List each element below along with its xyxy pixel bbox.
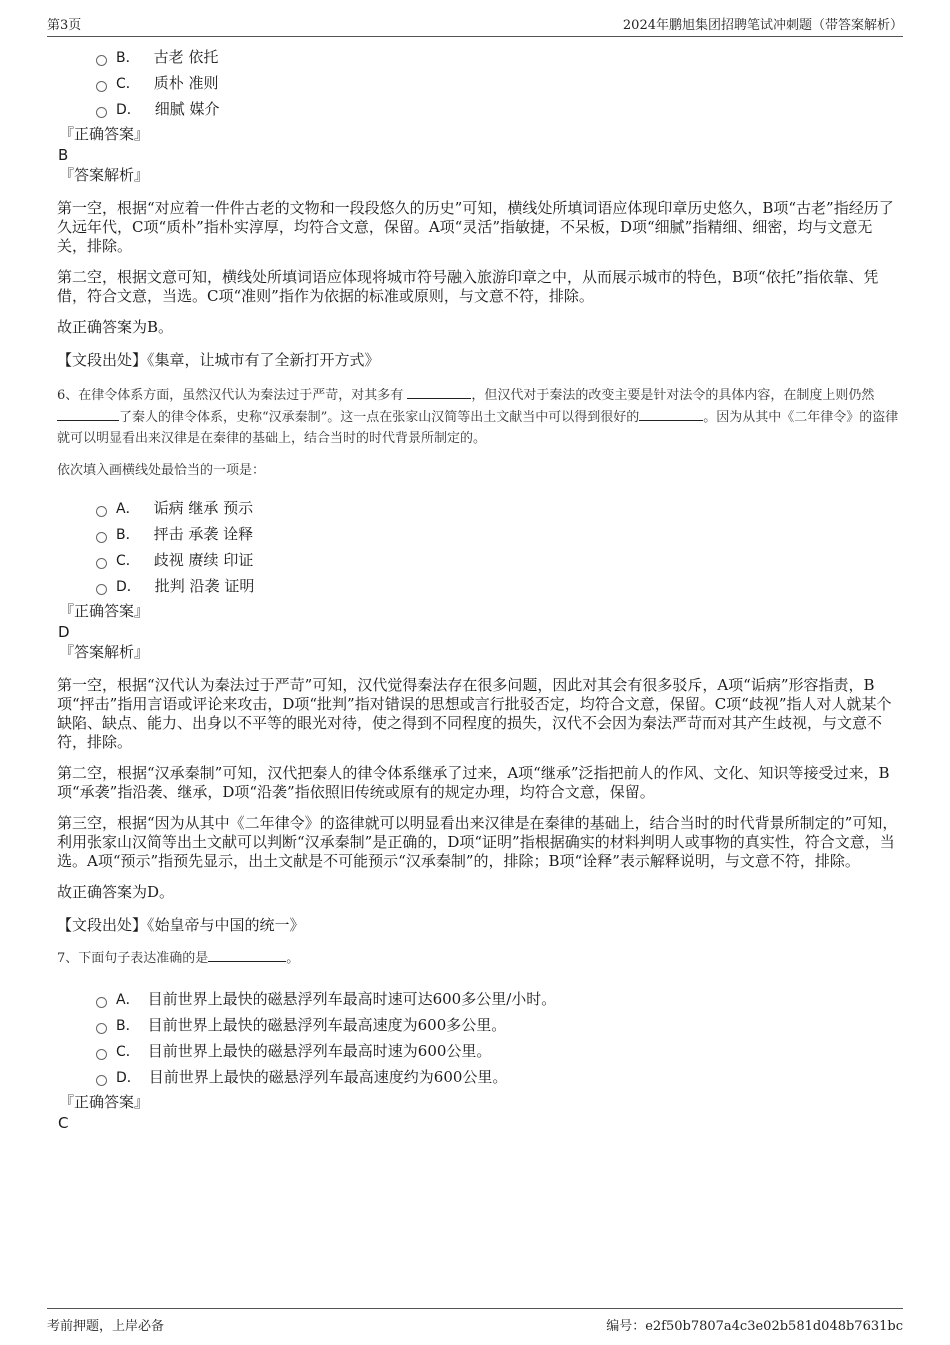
q6-option-a[interactable]: A． 诟病 继承 预示	[96, 495, 902, 521]
source-title: 《始皇帝与中国的统一》	[147, 916, 305, 934]
q5-option-b[interactable]: B． 古老 依托	[96, 44, 902, 70]
source-title: 《集章，让城市有了全新打开方式》	[147, 351, 380, 369]
source-tag: 【文段出处】	[57, 351, 148, 369]
q6-analysis-paragraph: 第三空，根据“因为从其中《二年律令》的盗律就可以明显看出来汉律是在秦律的基础上，结合当时的时代背景所制定的”可知，利用张家山汉简等出土文献可以判断“汉承秦制”是正确的，D项“证明”指根据确实的材料判明人或事物的真实性，符合文意，当选。A项“预示”指预先显示，出土文献是不可能预示“汉承秦制”的，排除；B项“诠释”表示解释说明，与文意不符，排除。	[57, 814, 898, 870]
q7-option-d[interactable]: D． 目前世界上最快的磁悬浮列车最高速度约为600公里。	[96, 1064, 902, 1090]
blank-line	[407, 384, 471, 399]
blank-line	[57, 406, 119, 421]
radio-icon[interactable]	[96, 1023, 107, 1034]
page-content	[57, 44, 902, 1133]
q5-analysis-paragraph: 第一空，根据“对应着一件件古老的文物和一段段悠久的历史”可知，横线处所填词语应体现印章历史悠久，B项“古老”指经历了久远年代，C项“质朴”指朴实淳厚，均符合文意，保留。A项“灵活”指敏捷，不呆板，D项“细腻”指精细、细密，均与文意无关，排除。	[57, 199, 894, 255]
page-footer	[47, 1308, 903, 1339]
radio-icon[interactable]	[96, 1075, 107, 1086]
radio-icon[interactable]	[96, 81, 107, 92]
blank-line	[208, 947, 286, 962]
q5-answer: B	[58, 146, 69, 164]
page-header	[47, 14, 903, 37]
q7-answer-label: 『正确答案』	[59, 1093, 150, 1111]
q6-options	[57, 495, 902, 599]
document-title: 2024年鹏旭集团招聘笔试冲刺题（带答案解析）	[622, 18, 903, 33]
q6-option-c[interactable]: C． 歧视 赓续 印证	[96, 547, 902, 573]
q6-conclusion: 故正确答案为D。	[57, 883, 175, 901]
q6-instruction: 依次填入画横线处最恰当的一项是：	[57, 463, 266, 478]
radio-icon[interactable]	[96, 107, 107, 118]
radio-icon[interactable]	[96, 997, 107, 1008]
q5-source	[57, 350, 902, 370]
q5-conclusion: 故正确答案为B。	[57, 318, 174, 336]
q5-analysis-paragraph: 第二空，根据文意可知，横线处所填词语应体现将城市符号融入旅游印章之中，从而展示城市的特色，B项“依托”指依靠、凭借，符合文意，当选。C项“准则”指作为依据的标准或原则，与文意不符，排除。	[57, 268, 879, 305]
q6-analysis-paragraph: 第二空，根据“汉承秦制”可知，汉代把秦人的律令体系继承了过来，A项“继承”泛指把前人的作风、文化、知识等接受过来，B项“承袭”指沿袭、继承，D项“沿袭”指依照旧传统或原有的规定办理，均符合文意，保留。	[57, 764, 890, 801]
radio-icon[interactable]	[96, 532, 107, 543]
footer-slogan: 考前押题，上岸必备	[47, 1319, 165, 1334]
q6-option-b[interactable]: B． 抨击 承袭 诠释	[96, 521, 902, 547]
q6-answer: D	[58, 623, 70, 641]
q6-source	[57, 915, 902, 935]
document-id: 编号：e2f50b7807a4c3e02b581d048b7631bc	[606, 1319, 903, 1334]
q5-answer-label: 『正确答案』	[59, 125, 150, 143]
q5-option-c[interactable]: C． 质朴 准则	[96, 70, 902, 96]
q5-options	[57, 44, 902, 122]
q7-options	[57, 986, 902, 1090]
radio-icon[interactable]	[96, 558, 107, 569]
q6-stem: 6、在律令体系方面，虽然汉代认为秦法过于严苛，对其多有 ，但汉代对于秦法的改变主要是针对法令的具体内容，在制度上则仍然了秦人的律令体系，史称“汉承秦制”。这一点在张家山汉简等出土文献当中可以得到很好的 。因为从其中《二年律令》的盗律就可以明显看出来汉律是在秦律的基础上，结合当时的时代背景所制定的。	[57, 384, 902, 449]
q6-answer-label: 『正确答案』	[59, 602, 150, 620]
radio-icon[interactable]	[96, 584, 107, 595]
radio-icon[interactable]	[96, 1049, 107, 1060]
q7-option-b[interactable]: B． 目前世界上最快的磁悬浮列车最高速度为600多公里。	[96, 1012, 902, 1038]
q7-answer: C	[58, 1114, 69, 1132]
q7-option-c[interactable]: C． 目前世界上最快的磁悬浮列车最高时速为600公里。	[96, 1038, 902, 1064]
q6-option-d[interactable]: D． 批判 沿袭 证明	[96, 573, 902, 599]
q5-option-d[interactable]: D． 细腻 媒介	[96, 96, 902, 122]
radio-icon[interactable]	[96, 55, 107, 66]
q6-analysis-paragraph: 第一空，根据“汉代认为秦法过于严苛”可知，汉代觉得秦法存在很多问题，因此对其会有很多驳斥，A项“诟病”形容指责，B项“抨击”指用言语或评论来攻击，D项“批判”指对错误的思想或言行批驳否定，均符合文意，保留。C项“歧视”指人对人就某个缺陷、缺点、能力、出身以不平等的眼光对待，使之得到不同程度的损失，汉代不会因为秦法严苛而对其产生歧视，与文意不符，排除。	[57, 676, 892, 751]
q5-analysis-label: 『答案解析』	[59, 166, 150, 184]
source-tag: 【文段出处】	[57, 916, 148, 934]
q7-stem: 7、下面句子表达准确的是 。	[57, 947, 902, 969]
radio-icon[interactable]	[96, 506, 107, 517]
blank-line	[639, 406, 703, 421]
q7-option-a[interactable]: A． 目前世界上最快的磁悬浮列车最高时速可达600多公里/小时。	[96, 986, 902, 1012]
page-number: 第3页	[47, 18, 82, 33]
q6-analysis-label: 『答案解析』	[59, 643, 150, 661]
